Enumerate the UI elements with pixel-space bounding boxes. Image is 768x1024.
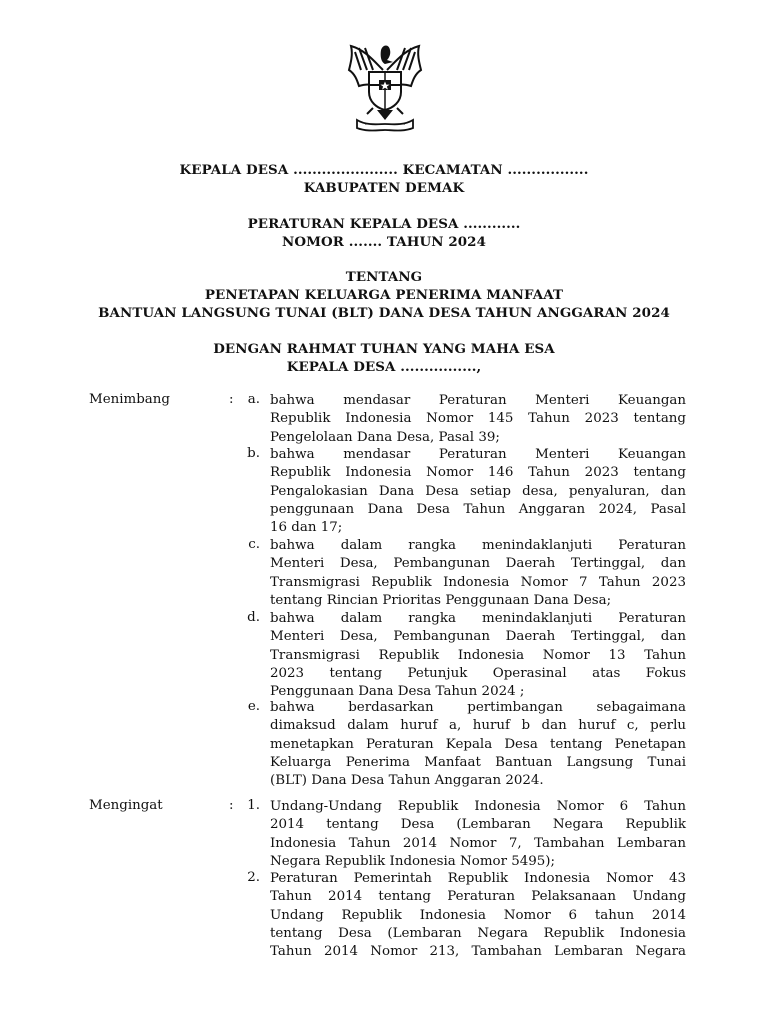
item-line: Transmigrasi Republik Indonesia Nomor 13 Tahun xyxy=(270,647,686,663)
regulation-subject-line2: BANTUAN LANGSUNG TUNAI (BLT) DANA DESA TAHUN ANGGARAN 2024 xyxy=(98,305,670,321)
item-line: Menteri Desa, Pembangunan Daerah Tertinggal, dan xyxy=(270,556,686,572)
item-line: Transmigrasi Republik Indonesia Nomor 7 Tahun 2023 xyxy=(270,574,686,590)
mengingat-item-1 xyxy=(270,798,686,871)
menimbang-item-c xyxy=(270,537,686,610)
mengingat-item-mark: 2. xyxy=(247,870,260,885)
menimbang-item-b xyxy=(270,446,686,537)
menimbang-item-a xyxy=(270,392,686,447)
item-line: bahwa mendasar Peraturan Menteri Keuangan xyxy=(270,447,686,462)
item-line: 2014 tentang Desa (Lembaran Negara Republik xyxy=(270,817,686,833)
menimbang-item-mark: a. xyxy=(247,392,260,407)
menimbang-item-e xyxy=(270,699,686,790)
item-line: Menteri Desa, Pembangunan Daerah Tertinggal, dan xyxy=(270,629,686,645)
preamble-authority: KEPALA DESA ................, xyxy=(286,359,482,375)
menimbang-label: Menimbang xyxy=(89,392,170,407)
menimbang-item-mark: b. xyxy=(247,446,260,461)
menimbang-item-mark: c. xyxy=(248,537,260,552)
regulation-title: PERATURAN KEPALA DESA ............ xyxy=(247,216,521,232)
mengingat-colon: : xyxy=(229,798,234,813)
item-line: Undang Republik Indonesia Nomor 6 tahun 2014 xyxy=(270,907,686,923)
item-line: Tahun 2014 tentang Peraturan Pelaksanaan Undang xyxy=(270,889,686,905)
item-line: Republik Indonesia Nomor 146 Tahun 2023 tentang xyxy=(270,465,686,481)
item-line: Negara Republik Indonesia Nomor 5495); xyxy=(270,853,556,869)
menimbang-item-mark: d. xyxy=(247,610,260,625)
item-line: bahwa dalam rangka menindaklanjuti Peraturan xyxy=(270,611,686,626)
item-line: tentang Desa (Lembaran Negara Republik Indonesia xyxy=(270,925,686,941)
item-line: Penggunaan Dana Desa Tahun 2024 ; xyxy=(270,684,525,700)
garuda-emblem-icon xyxy=(343,40,427,132)
item-line: (BLT) Dana Desa Tahun Anggaran 2024. xyxy=(270,773,544,789)
item-line: bahwa berdasarkan pertimbangan sebagaimana xyxy=(270,700,686,715)
item-line: Indonesia Tahun 2014 Nomor 7, Tambahan Lembaran xyxy=(270,835,686,851)
item-line: dimaksud dalam huruf a, huruf b dan huruf c, perlu xyxy=(270,718,686,734)
regulation-subject-line1: PENETAPAN KELUARGA PENERIMA MANFAAT xyxy=(204,287,564,303)
item-line: menetapkan Peraturan Kepala Desa tentang Penetapan xyxy=(270,736,686,752)
item-line: bahwa dalam rangka menindaklanjuti Peraturan xyxy=(270,538,686,553)
header-regency: KABUPATEN DEMAK xyxy=(303,180,465,196)
menimbang-item-mark: e. xyxy=(247,699,260,714)
menimbang-colon: : xyxy=(229,392,234,407)
preamble-blessing: DENGAN RAHMAT TUHAN YANG MAHA ESA xyxy=(213,341,555,357)
menimbang-item-d xyxy=(270,610,686,701)
mengingat-label: Mengingat xyxy=(89,798,163,813)
item-line: Pengalokasian Dana Desa setiap desa, penyaluran, dan xyxy=(270,483,686,499)
item-line: penggunaan Dana Desa Tahun Anggaran 2024, Pasal xyxy=(270,501,686,517)
item-line: Tahun 2014 Nomor 213, Tambahan Lembaran Negara xyxy=(270,944,686,960)
item-line: Republik Indonesia Nomor 145 Tahun 2023 tentang xyxy=(270,411,686,427)
mengingat-item-mark: 1. xyxy=(247,798,260,813)
item-line: Peraturan Pemerintah Republik Indonesia Nomor 43 xyxy=(270,871,686,886)
regulation-about-label: TENTANG xyxy=(345,269,423,285)
item-line: Keluarga Penerima Manfaat Bantuan Langsung Tunai xyxy=(270,754,686,770)
mengingat-item-2 xyxy=(270,870,686,961)
item-line: Undang-Undang Republik Indonesia Nomor 6 Tahun xyxy=(270,799,686,814)
item-line: tentang Rincian Prioritas Penggunaan Dana Desa; xyxy=(270,592,612,608)
item-line: 16 dan 17; xyxy=(270,520,343,536)
regulation-number: NOMOR ....... TAHUN 2024 xyxy=(282,234,486,250)
item-line: Pengelolaan Dana Desa, Pasal 39; xyxy=(270,429,500,445)
header-village-district: KEPALA DESA ...................... KECAMATAN ................. xyxy=(179,162,589,178)
item-line: 2023 tentang Petunjuk Operasinal atas Fokus xyxy=(270,665,686,681)
item-line: bahwa mendasar Peraturan Menteri Keuangan xyxy=(270,393,686,408)
